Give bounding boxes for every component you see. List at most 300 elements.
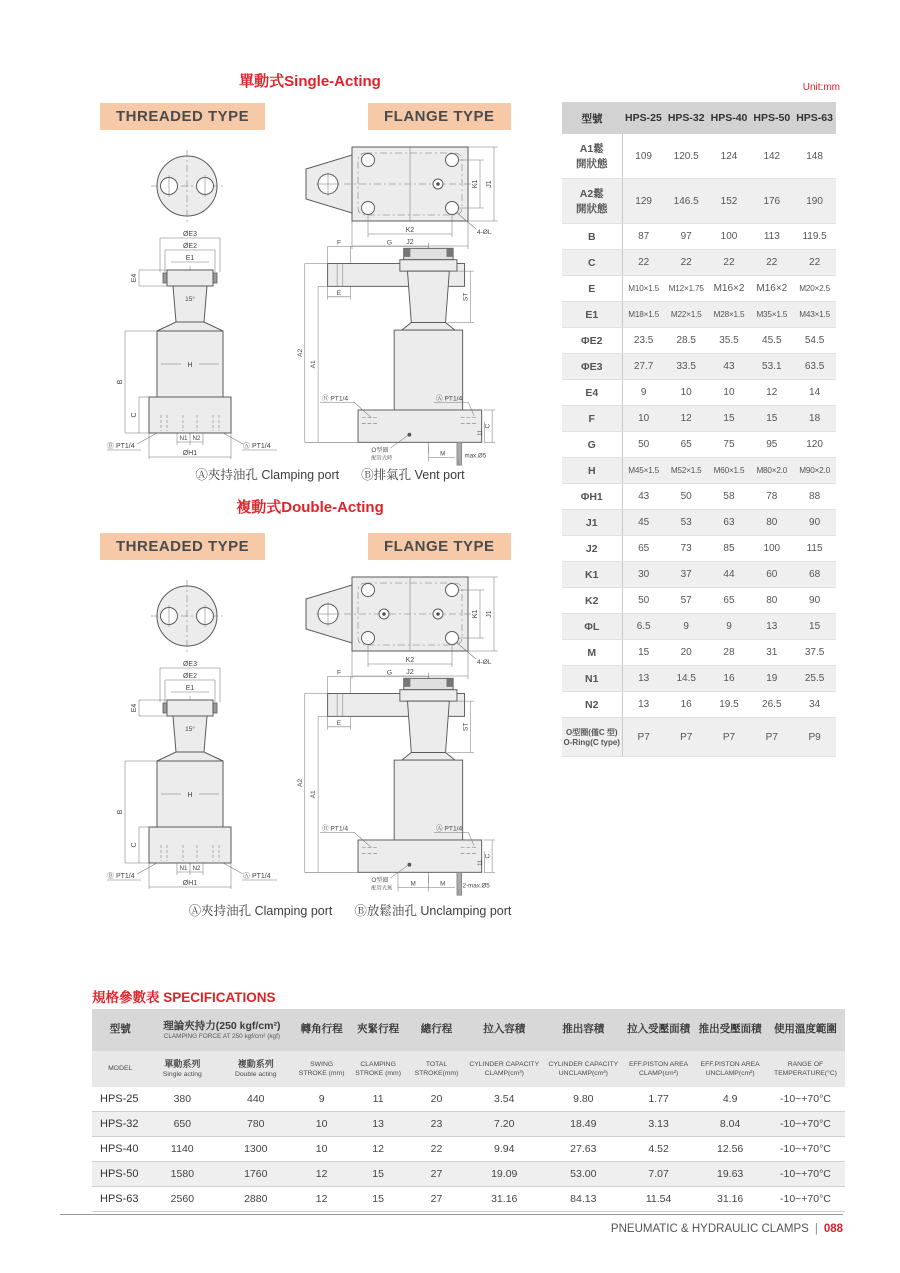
dim-table-head-row <box>562 102 836 134</box>
dim-row-label: J2 <box>562 536 622 562</box>
spec-header-cell: 理論夾持力(250 kgf/cm²) CLAMPING FORCE AT 250 kgf/cm² (kgf) <box>148 1009 295 1051</box>
dim-c: C <box>131 412 138 418</box>
dim-table-model-column: HPS-40 <box>708 102 751 134</box>
oring-note-line2: 配管式無 <box>371 885 393 892</box>
dim-cell: P9 <box>793 718 836 757</box>
dim-cell: 30 <box>622 562 665 588</box>
dim-cell: 15 <box>750 406 793 432</box>
dim-e4: E4 <box>131 273 138 283</box>
dim-n2: N2 <box>192 435 201 442</box>
footer <box>500 1223 843 1235</box>
dim-cell: 28 <box>708 640 751 666</box>
dim-cell: 15 <box>708 406 751 432</box>
dim-phi-e2: ØE2 <box>182 673 198 680</box>
dim-cell: 37 <box>665 562 708 588</box>
dim-cell: 120 <box>793 432 836 458</box>
spec-cell: 31.16 <box>465 1187 544 1212</box>
dim-a1: A1 <box>310 360 318 369</box>
spec-cell: 440 <box>216 1087 295 1112</box>
dim-11: 11 <box>477 429 484 436</box>
dim-cell: 58 <box>708 484 751 510</box>
dim-cell: 63 <box>708 510 751 536</box>
dim-row-label: J1 <box>562 510 622 536</box>
port-a-label: Ⓐ PT1/4 <box>436 825 463 833</box>
dim-cell: 80 <box>750 510 793 536</box>
dim-cell: M43×1.5 <box>793 302 836 328</box>
max-pin-label: 2-max.Ø5 <box>462 882 490 890</box>
dim-table-row <box>562 536 836 562</box>
dim-table-row <box>562 510 836 536</box>
dim-j1: J1 <box>486 180 493 188</box>
footer-separator: | <box>814 1223 818 1235</box>
dim-b: B <box>117 379 124 385</box>
spec-subheader-cell: SWING STROKE (mm) <box>295 1051 348 1087</box>
dim-row-label: E4 <box>562 380 622 406</box>
dim-cell: 54.5 <box>793 328 836 354</box>
dim-row-label: H <box>562 458 622 484</box>
dim-cell: 88 <box>793 484 836 510</box>
dim-j2: J2 <box>406 239 414 246</box>
dim-cell: 16 <box>665 692 708 718</box>
dim-table-row <box>562 224 836 250</box>
dim-cell: M90×2.0 <box>793 458 836 484</box>
dim-a1: A1 <box>310 790 318 799</box>
unit-label: Unit:mm <box>802 82 840 93</box>
spec-table-wrap <box>92 1009 845 1212</box>
dim-cell: 148 <box>793 134 836 179</box>
spec-header-cell: 型號 <box>92 1009 148 1051</box>
dim-table-model-column: HPS-63 <box>793 102 836 134</box>
spec-cell: 10 <box>295 1137 348 1162</box>
dim-cell: 43 <box>622 484 665 510</box>
single-flange-side-view-drawing <box>295 235 500 468</box>
dim-cell: 146.5 <box>665 179 708 224</box>
dim-phi-h1: ØH1 <box>182 450 198 457</box>
dim-table-row <box>562 134 836 179</box>
dim-k1: K1 <box>472 179 479 189</box>
spec-subheader-cell: MODEL <box>92 1051 148 1087</box>
dim-cell: 12 <box>750 380 793 406</box>
dim-b: B <box>117 809 124 815</box>
spec-cell: 3.54 <box>465 1087 544 1112</box>
dim-phi-e3: ØE3 <box>182 661 198 668</box>
dim-g: G <box>386 239 393 247</box>
dim-k2: K2 <box>405 657 415 664</box>
spec-cell: 27.63 <box>544 1137 623 1162</box>
dim-row-label: N1 <box>562 666 622 692</box>
dim-cell: P7 <box>750 718 793 757</box>
spec-cell: 1140 <box>148 1137 216 1162</box>
dim-j1: J1 <box>486 610 493 618</box>
dim-cell: 43 <box>708 354 751 380</box>
dim-cell: 57 <box>665 588 708 614</box>
dim-cell: 50 <box>622 432 665 458</box>
port-a-label: Ⓐ PT1/4 <box>243 443 271 450</box>
spec-header-cell: 使用溫度範圍 <box>766 1009 845 1051</box>
spec-table-row <box>92 1112 845 1137</box>
dim-cell: 53 <box>665 510 708 536</box>
max-pin-label: max.Ø5 <box>464 452 487 460</box>
footer-rule <box>60 1214 843 1215</box>
dim-table-row <box>562 562 836 588</box>
spec-subheader-cell: TOTAL STROKE(mm) <box>408 1051 464 1087</box>
dim-cell: 18 <box>793 406 836 432</box>
dim-c: C <box>484 423 492 429</box>
dim-row-label: E <box>562 276 622 302</box>
dim-cell: 26.5 <box>750 692 793 718</box>
spec-cell: 2880 <box>216 1187 295 1212</box>
spec-cell: 19.09 <box>465 1162 544 1187</box>
dim-cell: 63.5 <box>793 354 836 380</box>
double-ports-caption <box>150 901 550 919</box>
spec-cell: 23 <box>408 1112 464 1137</box>
dim-cell: 27.7 <box>622 354 665 380</box>
double-threaded-top-view-drawing <box>147 576 227 656</box>
dim-row-label: ΦE3 <box>562 354 622 380</box>
dim-cell: 15 <box>622 640 665 666</box>
dim-cell: 53.1 <box>750 354 793 380</box>
dim-cell: 15 <box>793 614 836 640</box>
spec-cell: 4.52 <box>623 1137 695 1162</box>
dim-cell: 6.5 <box>622 614 665 640</box>
dim-table-row <box>562 484 836 510</box>
dim-k1: K1 <box>472 609 479 619</box>
spec-cell: 11 <box>348 1087 408 1112</box>
dim-row-label: K1 <box>562 562 622 588</box>
dim-cell: 120.5 <box>665 134 708 179</box>
spec-subheader-cell: EFF.PISTON AREA UNCLAMP(cm²) <box>694 1051 766 1087</box>
dim-row-label: O型圈(僅C 型) O-Ring(C type) <box>562 718 622 757</box>
single-threaded-side-view-drawing <box>105 228 280 463</box>
spec-subheader-cell: RANGE OF TEMPERATURE(°C) <box>766 1051 845 1087</box>
double-acting-title: 複動式Double-Acting <box>236 499 384 516</box>
dim-cell: 129 <box>622 179 665 224</box>
double-threaded-side-view-drawing <box>105 658 280 893</box>
dim-row-label: N2 <box>562 692 622 718</box>
dim-table-row <box>562 666 836 692</box>
dim-table-row <box>562 179 836 224</box>
dim-table-model-column: HPS-32 <box>665 102 708 134</box>
dim-row-label: G <box>562 432 622 458</box>
dim-table-row <box>562 692 836 718</box>
dim-cell: 13 <box>622 692 665 718</box>
dim-cell: P7 <box>622 718 665 757</box>
dim-a2: A2 <box>296 778 304 787</box>
dim-cell: P7 <box>708 718 751 757</box>
dim-row-label: A2鬆 開狀態 <box>562 179 622 224</box>
dim-cell: M80×2.0 <box>750 458 793 484</box>
dim-e1: E1 <box>185 255 195 262</box>
dim-table <box>562 102 836 757</box>
dim-phi-e3: ØE3 <box>182 231 198 238</box>
dim-c: C <box>484 853 492 859</box>
spec-cell: 1760 <box>216 1162 295 1187</box>
dim-e: E <box>336 719 342 727</box>
spec-cell: 53.00 <box>544 1162 623 1187</box>
spec-cell: 12.56 <box>694 1137 766 1162</box>
spec-head-row-1 <box>92 1009 845 1051</box>
spec-table <box>92 1009 845 1212</box>
port-b-label: Ⓑ PT1/4 <box>321 825 349 833</box>
footer-title: PNEUMATIC & HYDRAULIC CLAMPS <box>610 1223 809 1235</box>
dim-row-label: K2 <box>562 588 622 614</box>
spec-cell: 3.13 <box>623 1112 695 1137</box>
spec-cell: 1580 <box>148 1162 216 1187</box>
dim-table-row <box>562 458 836 484</box>
dim-table-row <box>562 276 836 302</box>
spec-cell: 650 <box>148 1112 216 1137</box>
spec-cell: 12 <box>295 1162 348 1187</box>
dim-row-label: A1鬆 開狀態 <box>562 134 622 179</box>
dim-cell: 10 <box>622 406 665 432</box>
double-drawings <box>95 565 555 918</box>
spec-cell: 10 <box>295 1112 348 1137</box>
dim-cell: M10×1.5 <box>622 276 665 302</box>
dim-table-row <box>562 718 836 757</box>
dim-cell: 22 <box>793 250 836 276</box>
spec-cell: -10~+70°C <box>766 1187 845 1212</box>
dim-cell: 115 <box>793 536 836 562</box>
oring-note-line1: O型圈 <box>371 446 389 454</box>
dim-a2: A2 <box>296 348 304 357</box>
dim-st: ST <box>462 292 470 302</box>
spec-cell: HPS-32 <box>92 1112 148 1137</box>
dim-table-row <box>562 588 836 614</box>
dim-cell: 100 <box>708 224 751 250</box>
specifications-title: 規格參數表 SPECIFICATIONS <box>92 990 276 1005</box>
dim-cell: 190 <box>793 179 836 224</box>
dim-j2: J2 <box>406 669 414 676</box>
dim-cell: 23.5 <box>622 328 665 354</box>
dim-cell: 33.5 <box>665 354 708 380</box>
dim-cell: 176 <box>750 179 793 224</box>
dim-cell: M22×1.5 <box>665 302 708 328</box>
dim-m: M <box>440 880 446 888</box>
double-flange-side-view-drawing <box>295 665 500 898</box>
dim-row-label: ΦE2 <box>562 328 622 354</box>
dim-cell: M52×1.5 <box>665 458 708 484</box>
dim-table-model-column: HPS-50 <box>750 102 793 134</box>
footer-page-number: 088 <box>823 1223 843 1235</box>
single-ports-caption <box>150 465 510 483</box>
dim-cell: 22 <box>665 250 708 276</box>
dim-cell: 50 <box>622 588 665 614</box>
dim-phi-h1: ØH1 <box>182 880 198 887</box>
spec-cell: 9.94 <box>465 1137 544 1162</box>
dim-g: G <box>386 669 393 677</box>
dim-cell: 9 <box>622 380 665 406</box>
spec-cell: 2560 <box>148 1187 216 1212</box>
dim-angle: 15° <box>185 296 195 303</box>
dim-cell: 45.5 <box>750 328 793 354</box>
dim-row-label: ΦH1 <box>562 484 622 510</box>
spec-cell: -10~+70°C <box>766 1112 845 1137</box>
dim-cell: 78 <box>750 484 793 510</box>
dim-cell: M16×2 <box>708 276 751 302</box>
spec-table-row <box>92 1137 845 1162</box>
spec-cell: 18.49 <box>544 1112 623 1137</box>
dim-cell: 22 <box>750 250 793 276</box>
dim-cell: 14.5 <box>665 666 708 692</box>
dim-phi-e2: ØE2 <box>182 243 198 250</box>
dim-cell: 10 <box>708 380 751 406</box>
dim-cell: 9 <box>665 614 708 640</box>
dim-cell: 87 <box>622 224 665 250</box>
spec-table-body <box>92 1087 845 1212</box>
dim-cell: 34 <box>793 692 836 718</box>
dim-row-label: C <box>562 250 622 276</box>
dim-n1: N1 <box>179 865 188 872</box>
dim-cell: 19 <box>750 666 793 692</box>
dim-cell: 13 <box>750 614 793 640</box>
dim-4-phi-l: 4-ØL <box>477 229 492 236</box>
dim-h: H <box>187 792 193 799</box>
dim-cell: 31 <box>750 640 793 666</box>
dim-cell: 28.5 <box>665 328 708 354</box>
spec-cell: HPS-63 <box>92 1187 148 1212</box>
spec-cell: 7.20 <box>465 1112 544 1137</box>
dim-cell: 109 <box>622 134 665 179</box>
spec-cell: 9.80 <box>544 1087 623 1112</box>
dim-cell: 50 <box>665 484 708 510</box>
dim-table-row <box>562 380 836 406</box>
spec-cell: HPS-25 <box>92 1087 148 1112</box>
spec-table-row <box>92 1087 845 1112</box>
oring-note-line2: 配管式時 <box>371 455 393 462</box>
spec-cell: 8.04 <box>694 1112 766 1137</box>
spec-subheader-cell: EFF.PISTON AREA CLAMP(cm²) <box>623 1051 695 1087</box>
dim-cell: M20×2.5 <box>793 276 836 302</box>
spec-cell: 22 <box>408 1137 464 1162</box>
spec-header-cell: 拉入容積 <box>465 1009 544 1051</box>
dim-table-row <box>562 406 836 432</box>
double-threaded-type-header: THREADED TYPE <box>100 533 265 560</box>
spec-subheader-cell: 複動系列 Double acting <box>216 1051 295 1087</box>
dim-cell: M35×1.5 <box>750 302 793 328</box>
port-b-label: Ⓑ PT1/4 <box>107 443 135 450</box>
dim-row-label: E1 <box>562 302 622 328</box>
dim-st: ST <box>462 722 470 732</box>
spec-table-row <box>92 1162 845 1187</box>
dim-cell: 68 <box>793 562 836 588</box>
dim-cell: M28×1.5 <box>708 302 751 328</box>
single-threaded-type-header: THREADED TYPE <box>100 103 265 130</box>
single-flange-type-header: FLANGE TYPE <box>368 103 511 130</box>
spec-cell: 1.77 <box>623 1087 695 1112</box>
dim-cell: 97 <box>665 224 708 250</box>
spec-cell: 15 <box>348 1187 408 1212</box>
port-a-label: Ⓐ PT1/4 <box>243 873 271 880</box>
spec-header-cell: 拉入受壓面積 <box>623 1009 695 1051</box>
dim-cell: 90 <box>793 588 836 614</box>
dim-cell: 90 <box>793 510 836 536</box>
spec-cell: 12 <box>295 1187 348 1212</box>
double-flange-type-header: FLANGE TYPE <box>368 533 511 560</box>
dim-angle: 15° <box>185 726 195 733</box>
dim-cell: M16×2 <box>750 276 793 302</box>
caption-clamping-port: Ⓐ夾持油孔 Clamping port <box>188 904 333 918</box>
dim-f: F <box>336 669 342 677</box>
dim-cell: M60×1.5 <box>708 458 751 484</box>
dimension-table-wrap <box>562 102 836 757</box>
dim-cell: 65 <box>622 536 665 562</box>
spec-subheader-cell: CYLINDER CAPACITY UNCLAMP(cm³) <box>544 1051 623 1087</box>
dim-f: F <box>336 239 342 247</box>
dim-cell: 100 <box>750 536 793 562</box>
spec-cell: 11.54 <box>623 1187 695 1212</box>
dim-cell: 16 <box>708 666 751 692</box>
spec-cell: 15 <box>348 1162 408 1187</box>
dim-table-row <box>562 614 836 640</box>
dim-cell: M12×1.75 <box>665 276 708 302</box>
spec-cell: HPS-50 <box>92 1162 148 1187</box>
dim-table-row <box>562 328 836 354</box>
dim-4-phi-l: 4-ØL <box>477 659 492 666</box>
spec-header-cell: 總行程 <box>408 1009 464 1051</box>
dim-e4: E4 <box>131 703 138 713</box>
dim-cell: 73 <box>665 536 708 562</box>
dim-cell: 20 <box>665 640 708 666</box>
dim-n1: N1 <box>179 435 188 442</box>
dim-cell: 14 <box>793 380 836 406</box>
spec-cell: 12 <box>348 1137 408 1162</box>
dim-k2: K2 <box>405 227 415 234</box>
dim-cell: M45×1.5 <box>622 458 665 484</box>
spec-table-row <box>92 1187 845 1212</box>
port-b-label: Ⓑ PT1/4 <box>321 395 349 403</box>
dim-cell: 95 <box>750 432 793 458</box>
spec-cell: 780 <box>216 1112 295 1137</box>
dim-cell: 65 <box>665 432 708 458</box>
dim-cell: 19.5 <box>708 692 751 718</box>
dim-cell: 142 <box>750 134 793 179</box>
spec-cell: 13 <box>348 1112 408 1137</box>
dim-cell: 152 <box>708 179 751 224</box>
spec-cell: 1300 <box>216 1137 295 1162</box>
spec-header-cell: 夾緊行程 <box>348 1009 408 1051</box>
spec-cell: 20 <box>408 1087 464 1112</box>
dim-table-row <box>562 250 836 276</box>
spec-head-row-2 <box>92 1051 845 1087</box>
port-a-label: Ⓐ PT1/4 <box>436 395 463 403</box>
dim-cell: 9 <box>708 614 751 640</box>
dim-cell: 44 <box>708 562 751 588</box>
dim-cell: P7 <box>665 718 708 757</box>
dim-11: 11 <box>477 859 484 866</box>
dim-c: C <box>131 842 138 848</box>
dim-cell: 85 <box>708 536 751 562</box>
dim-cell: 65 <box>708 588 751 614</box>
spec-cell: 9 <box>295 1087 348 1112</box>
spec-header-cell: 推出受壓面積 <box>694 1009 766 1051</box>
dim-table-row <box>562 302 836 328</box>
dim-cell: 45 <box>622 510 665 536</box>
oring-note-line1: O型圈 <box>371 876 389 884</box>
dim-cell: 80 <box>750 588 793 614</box>
dim-table-model-header: 型號 <box>562 102 622 134</box>
single-drawings <box>95 135 555 480</box>
dim-row-label: B <box>562 224 622 250</box>
dim-cell: 12 <box>665 406 708 432</box>
spec-subheader-cell: CLAMPING STROKE (mm) <box>348 1051 408 1087</box>
dim-e: E <box>336 289 342 297</box>
spec-cell: 27 <box>408 1187 464 1212</box>
dim-table-row <box>562 640 836 666</box>
dim-table-row <box>562 354 836 380</box>
spec-cell: 4.9 <box>694 1087 766 1112</box>
single-acting-title: 單動式Single-Acting <box>239 73 381 90</box>
dim-table-row <box>562 432 836 458</box>
